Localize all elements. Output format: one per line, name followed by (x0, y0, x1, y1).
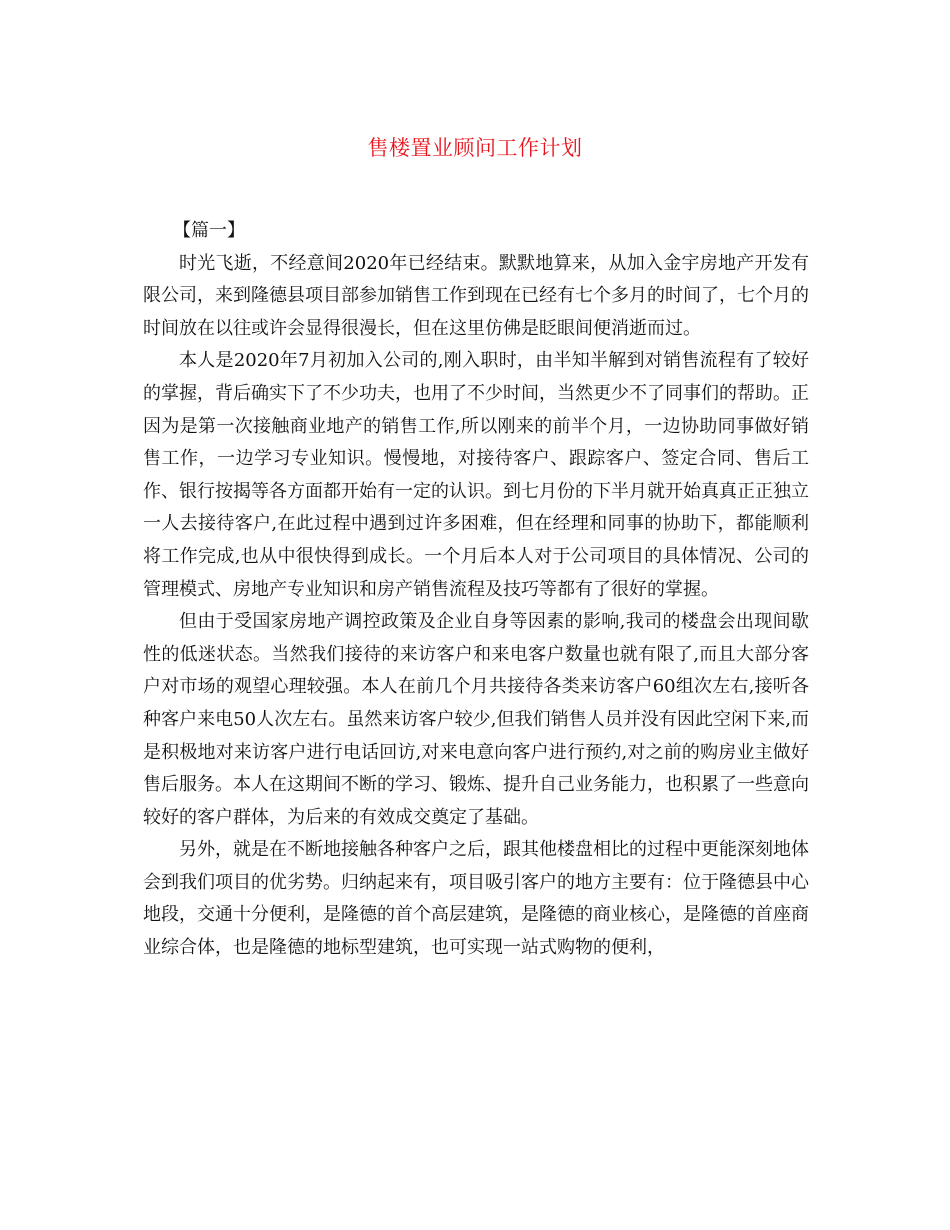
paragraph-4: 另外，就是在不断地接触各种客户之后，跟其他楼盘相比的过程中更能深刻地体会到我们项目的优劣势。归纳起来有，项目吸引客户的地方主要有：位于隆德县中心地段，交通十分便利，是隆德的首个高层建筑，是隆德的商业核心，是隆德的首座商业综合体，也是隆德的地标型建筑，也可实现一站式购物的便利， (143, 839, 809, 959)
paragraph-2: 本人是2020年7月初加入公司的,刚入职时，由半知半解到对销售流程有了较好的掌握，背后确实下了不少功夫，也用了不少时间，当然更少不了同事们的帮助。正因为是第一次接触商业地产的销售工作,所以刚来的前半个月，一边协助同事做好销售工作，一边学习专业知识。慢慢地，对接待客户、跟踪客户、签定合同、售后工作、银行按揭等各方面都开始有一定的认识。到七月份的下半月就开始真真正正独立一人去接待客户,在此过程中遇到过许多困难，但在经理和同事的协助下，都能顺利将工作完成,也从中很快得到成长。一个月后本人对于公司项目的具体情况、公司的管理模式、房地产专业知识和房产销售流程及技巧等都有了很好的掌握。 (143, 350, 809, 600)
document-title: 售楼置业顾问工作计划 (367, 136, 583, 160)
paragraph-1: 时光飞逝，不经意间2020年已经结束。默默地算来，从加入金宇房地产开发有限公司，来到隆德县项目部参加销售工作到现在已经有七个多月的时间了，七个月的时间放在以往或许会显得很漫长，但在这里仿佛是眨眼间便消逝而过。 (143, 252, 809, 339)
section-label: 【篇一】 (173, 220, 245, 241)
document-body (143, 215, 809, 965)
paragraph-3: 但由于受国家房地产调控政策及企业自身等因素的影响,我司的楼盘会出现间歇性的低迷状态。当然我们接待的来访客户和来电客户数量也就有限了,而且大部分客户对市场的观望心理较强。本人在前几个月共接待各类来访客户60组次左右,接听各种客户来电50人次左右。虽然来访客户较少,但我们销售人员并没有因此空闲下来,而是积极地对来访客户进行电话回访,对来电意向客户进行预约,对之前的购房业主做好售后服务。本人在这期间不断的学习、锻炼、提升自己业务能力，也积累了一些意向较好的客户群体，为后来的有效成交奠定了基础。 (143, 611, 809, 828)
